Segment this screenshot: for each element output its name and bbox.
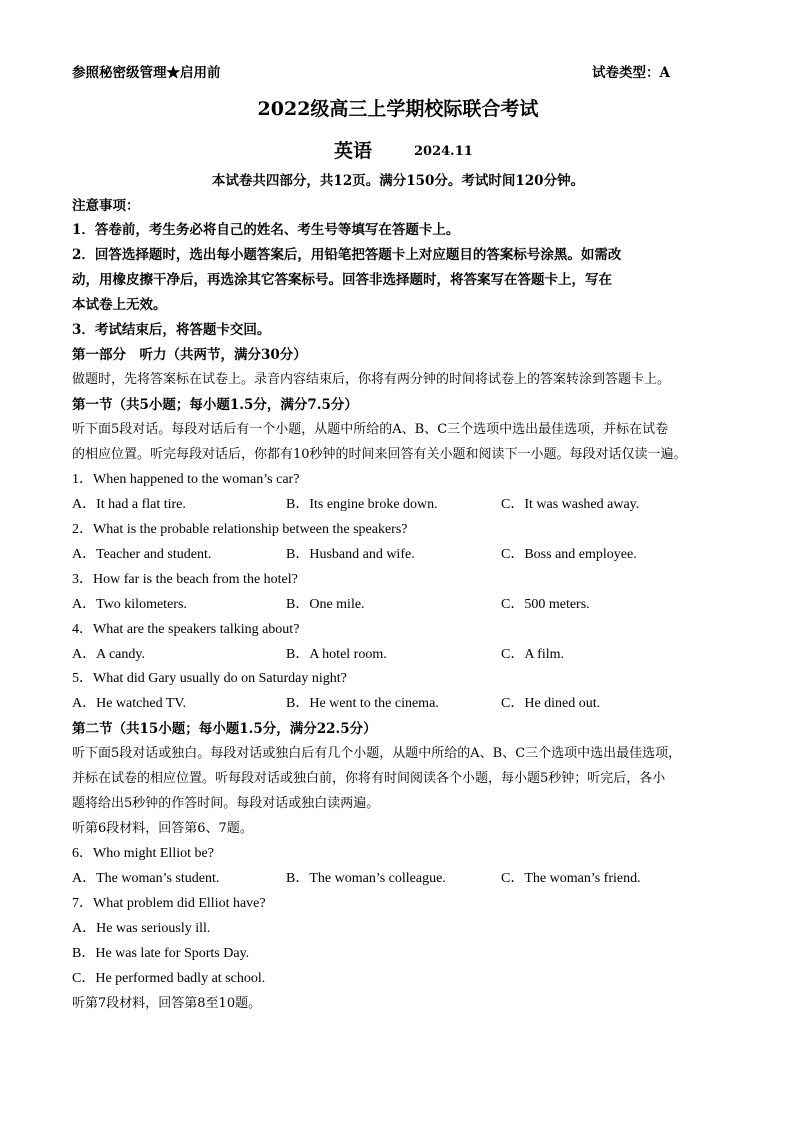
question-6: 6．Who might Elliot be? — [72, 846, 214, 861]
q7-option-c: C．He performed badly at school. — [72, 971, 266, 986]
q1-option-c: C．It was washed away. — [501, 497, 640, 512]
notes-heading: 注意事项： — [72, 198, 140, 214]
section1-instruction-line-1: 听下面5段对话。每段对话后有一个小题，从题中所给的A、B、C三个选项中选出最佳选项，并标在试卷 — [72, 422, 669, 437]
q7-option-b: B．He was late for Sports Day. — [72, 946, 250, 961]
q6-option-b: B．The woman’s colleague. — [286, 871, 446, 886]
paper-type-label: 试卷类型：A — [592, 65, 670, 81]
q5-option-a: A．He watched TV. — [72, 696, 187, 711]
q6-option-a: A．The woman’s student. — [72, 871, 220, 886]
q3-option-a: A．Two kilometers. — [72, 597, 187, 612]
note-2-line-2: 动，用橡皮擦干净后，再选涂其它答案标号。回答非选择题时，将答案写在答题卡上，写在 — [72, 272, 612, 288]
q6-option-c: C．The woman’s friend. — [501, 871, 641, 886]
part1-instruction: 做题时，先将答案标在试卷上。录音内容结束后，你将有两分钟的时间将试卷上的答案转涂到答题卡上。 — [72, 372, 671, 387]
question-1: 1．When happened to the woman’s car? — [72, 472, 300, 487]
exam-title: 2022级高三上学期校际联合考试 — [257, 98, 539, 120]
q4-option-c: C．A film. — [501, 647, 565, 662]
q2-option-b: B．Husband and wife. — [286, 547, 415, 562]
note-2-line-3: 本试卷上无效。 — [72, 297, 167, 313]
q1-option-b: B．Its engine broke down. — [286, 497, 438, 512]
question-2: 2．What is the probable relationship between the speakers? — [72, 522, 408, 537]
part1-heading: 第一部分 听力（共两节，满分30分） — [72, 347, 307, 363]
exam-summary: 本试卷共四部分，共12页。满分150分。考试时间120分钟。 — [211, 173, 585, 189]
note-1: 1．答卷前，考生务必将自己的姓名、考生号等填写在答题卡上。 — [72, 222, 460, 238]
subject-title: 英语 — [334, 140, 373, 162]
q2-option-c: C．Boss and employee. — [501, 547, 637, 562]
section1-heading: 第一节（共5小题；每小题1.5分，满分7.5分） — [72, 397, 358, 413]
q5-option-c: C．He dined out. — [501, 696, 601, 711]
note-3: 3．考试结束后，将答题卡交回。 — [72, 322, 271, 338]
note-2-line-1: 2．回答选择题时，选出每小题答案后，用铅笔把答题卡上对应题目的答案标号涂黑。如需改 — [72, 247, 622, 263]
q4-option-a: A．A candy. — [72, 647, 145, 662]
section2-instruction-line-2: 并标在试卷的相应位置。听每段对话或独白前，你将有时间阅读各个小题，每小题5秒钟；听完后，各小 — [72, 771, 666, 786]
q7-option-a: A．He was seriously ill. — [72, 921, 211, 936]
exam-date: 2024.11 — [414, 144, 473, 159]
q3-option-c: C．500 meters. — [501, 597, 590, 612]
question-4: 4．What are the speakers talking about? — [72, 622, 300, 637]
q4-option-b: B．A hotel room. — [286, 647, 387, 662]
material-7-label: 听第7段材料，回答第8至10题。 — [72, 996, 262, 1011]
section2-instruction-line-3: 题将给出5秒钟的作答时间。每段对话或独白读两遍。 — [72, 796, 380, 811]
secrecy-label: 参照秘密级管理★启用前 — [72, 65, 221, 81]
section2-heading: 第二节（共15小题；每小题1.5分，满分22.5分） — [72, 721, 377, 737]
q1-option-a: A．It had a flat tire. — [72, 497, 186, 512]
q5-option-b: B．He went to the cinema. — [286, 696, 439, 711]
section1-instruction-line-2: 的相应位置。听完每段对话后，你都有10秒钟的时间来回答有关小题和阅读下一小题。每段对话仅读一遍。 — [72, 447, 687, 462]
material-6-label: 听第6段材料，回答第6、7题。 — [72, 821, 253, 836]
question-5: 5．What did Gary usually do on Saturday night? — [72, 671, 347, 686]
section2-instruction-line-1: 听下面5段对话或独白。每段对话或独白后有几个小题，从题中所给的A、B、C三个选项中选出最佳选项， — [72, 746, 682, 761]
q2-option-a: A．Teacher and student. — [72, 547, 212, 562]
question-3: 3．How far is the beach from the hotel? — [72, 572, 298, 587]
question-7: 7．What problem did Elliot have? — [72, 896, 266, 911]
q3-option-b: B．One mile. — [286, 597, 365, 612]
